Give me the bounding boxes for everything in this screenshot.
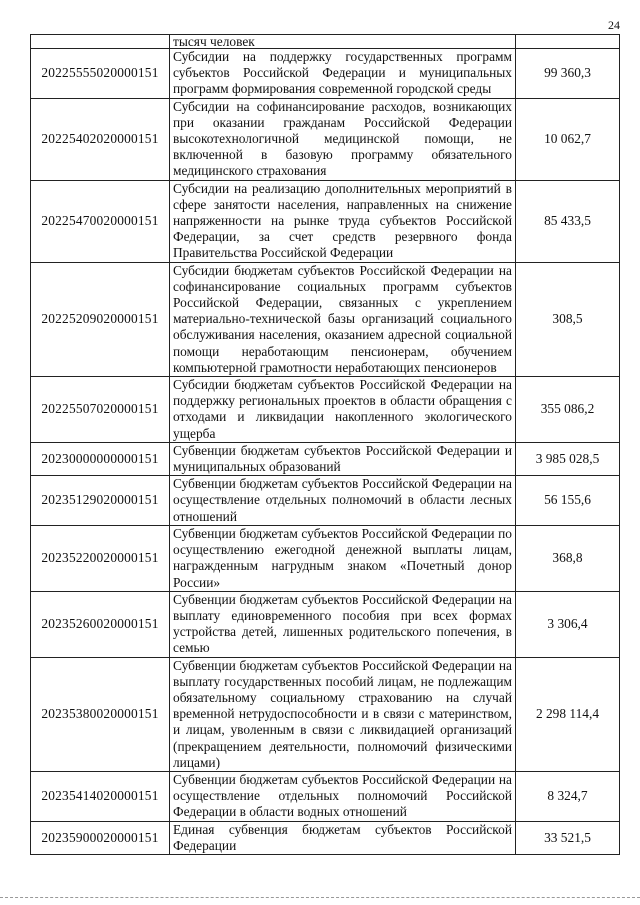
amount-cell: 85 433,5	[516, 180, 620, 262]
description-cell: Субсидии бюджетам субъектов Российской Федерации на софинансирование социальных программ субъектов Российской Федерации, связанных с укреплением материально-технической базы организаций социального обслуживания населения, оказанием адресной социальной помощи неработающим пенсионерам, обучением компьютерной грамотности неработающих пенсионеров	[170, 262, 516, 376]
budget-code-cell: 20235900020000151	[31, 821, 170, 854]
budget-code-cell: 20235380020000151	[31, 657, 170, 771]
description-cell: Субсидии бюджетам субъектов Российской Федерации на поддержку региональных проектов в области обращения с отходами и ликвидации накопленного экологического ущерба	[170, 377, 516, 443]
amount-cell: 10 062,7	[516, 98, 620, 180]
description-cell: Субвенции бюджетам субъектов Российской Федерации на осуществление отдельных полномочий в области лесных отношений	[170, 476, 516, 526]
description-cell: Субсидии на реализацию дополнительных мероприятий в сфере занятости населения, направленных на снижение напряженности на рынке труда субъектов Российской Федерации, за счет средств резервного фонда Правительства Российской Федерации	[170, 180, 516, 262]
table-row	[31, 591, 620, 657]
table-row	[31, 771, 620, 821]
amount-cell: 8 324,7	[516, 771, 620, 821]
budget-code-cell: 20235220020000151	[31, 525, 170, 591]
description-cell: Субвенции бюджетам субъектов Российской Федерации на осуществление отдельных полномочий Российской Федерации в области водных отношений	[170, 771, 516, 821]
budget-code-cell: 20225402020000151	[31, 98, 170, 180]
description-cell: Субвенции бюджетам субъектов Российской Федерации на выплату государственных пособий лицам, не подлежащим обязательному социальному страхованию на случай временной нетрудоспособности и в связи с материнством, и лицам, уволенным в связи с ликвидацией организаций (прекращением деятельности, полномочий физическими лицами)	[170, 657, 516, 771]
description-cell: Субвенции бюджетам субъектов Российской Федерации на выплату единовременного пособия при всех формах устройства детей, лишенных родительского попечения, в семью	[170, 591, 516, 657]
table-row	[31, 377, 620, 443]
amount-cell: 2 298 114,4	[516, 657, 620, 771]
table-row	[31, 98, 620, 180]
footer-divider	[0, 897, 640, 899]
amount-cell: 308,5	[516, 262, 620, 376]
amount-cell: 368,8	[516, 525, 620, 591]
budget-code-cell: 20225470020000151	[31, 180, 170, 262]
budget-code-cell: 20235129020000151	[31, 476, 170, 526]
budget-code-cell: 20225209020000151	[31, 262, 170, 376]
amount-cell: 355 086,2	[516, 377, 620, 443]
description-cell: тысяч человек	[170, 35, 516, 49]
budget-code-cell: 20225555020000151	[31, 49, 170, 99]
budget-revenue-table	[30, 34, 620, 855]
description-cell: Субвенции бюджетам субъектов Российской Федерации и муниципальных образований	[170, 442, 516, 475]
description-cell: Субсидии на поддержку государственных программ субъектов Российской Федерации и муниципальных программ формирования современной городской среды	[170, 49, 516, 99]
table-row	[31, 35, 620, 49]
amount-cell: 56 155,6	[516, 476, 620, 526]
table-row	[31, 821, 620, 854]
amount-cell: 3 306,4	[516, 591, 620, 657]
table-row	[31, 657, 620, 771]
amount-cell	[516, 35, 620, 49]
amount-cell: 3 985 028,5	[516, 442, 620, 475]
table-row	[31, 476, 620, 526]
table-row	[31, 525, 620, 591]
table-row	[31, 442, 620, 475]
budget-code-cell: 20235414020000151	[31, 771, 170, 821]
table-row	[31, 49, 620, 99]
description-cell: Субвенции бюджетам субъектов Российской Федерации по осуществлению ежегодной денежной выплаты лицам, награжденным нагрудным знаком «Почетный донор России»	[170, 525, 516, 591]
budget-code-cell: 20230000000000151	[31, 442, 170, 475]
description-cell: Единая субвенция бюджетам субъектов Российской Федерации	[170, 821, 516, 854]
amount-cell: 99 360,3	[516, 49, 620, 99]
description-cell: Субсидии на софинансирование расходов, возникающих при оказании гражданам Российской Федерации высокотехнологичной медицинской помощи, не включенной в базовую программу обязательного медицинского страхования	[170, 98, 516, 180]
budget-code-cell: 20235260020000151	[31, 591, 170, 657]
table-row	[31, 262, 620, 376]
budget-code-cell: 20225507020000151	[31, 377, 170, 443]
page-number: 24	[608, 18, 620, 32]
amount-cell: 33 521,5	[516, 821, 620, 854]
budget-code-cell	[31, 35, 170, 49]
table-row	[31, 180, 620, 262]
